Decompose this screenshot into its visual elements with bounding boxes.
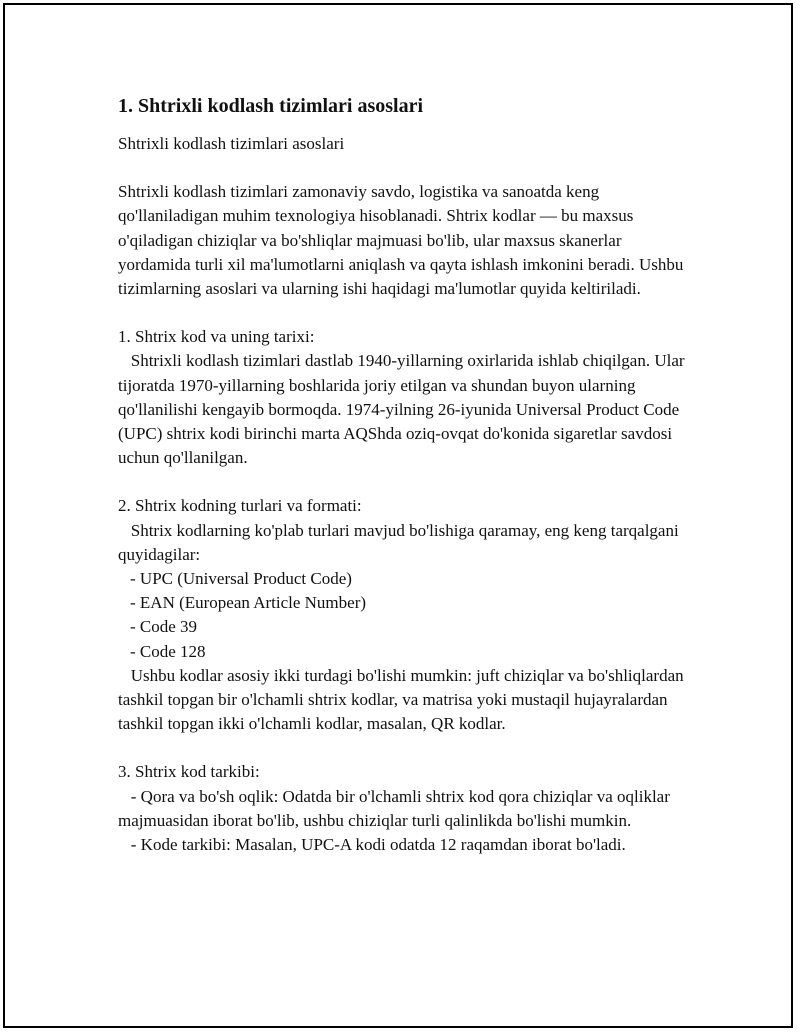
document-heading: 1. Shtrixli kodlash tizimlari asoslari xyxy=(118,95,424,117)
list-item: - Kode tarkibi: Masalan, UPC-A kodi odatda 12 raqamdan iborat bo'ladi. xyxy=(118,835,626,855)
section-history xyxy=(118,325,688,470)
list-item: - Code 39 xyxy=(130,617,198,637)
section-types xyxy=(118,494,688,736)
section-paragraph: Shtrixli kodlash tizimlari dastlab 1940-yillarning oxirlarida ishlab chiqilgan. Ular tijoratda 1970-yillarning boshlarida joriy etilgan va shundan buyon ularning qo'llanilishi kengayib bormoqda. 1974-yilning 26-iyunida Universal Product Code (UPC) shtrix kodi birinchi marta AQShda oziq-ovqat do'konida sigaretlar savdosi uchun qo'llanilgan. xyxy=(118,351,689,468)
section-title: 3. Shtrix kod tarkibi: xyxy=(118,762,260,782)
section-structure xyxy=(118,760,688,857)
list-item: - UPC (Universal Product Code) xyxy=(130,569,352,589)
document-body xyxy=(118,92,688,857)
document-subtitle: Shtrixli kodlash tizimlari asoslari xyxy=(118,134,345,153)
list-item: - Qora va bo'sh oqlik: Odatda bir o'lchamli shtrix kod qora chiziqlar va oqliklar majmuasidan iborat bo'lib, ushbu chiziqlar turli qalinlikda bo'lishi mumkin. xyxy=(118,786,675,830)
section-title: 1. Shtrix kod va uning tarixi: xyxy=(118,327,315,347)
list-item: - EAN (European Article Number) xyxy=(130,593,367,613)
list-item: - Code 128 xyxy=(130,641,206,661)
section-paragraph: Shtrix kodlarning ko'plab turlari mavjud bo'lishiga qaramay, eng keng tarqalgani quyidagilar: xyxy=(118,520,683,564)
section-title: 2. Shtrix kodning turlari va formati: xyxy=(118,496,362,516)
section-paragraph: Ushbu kodlar asosiy ikki turdagi bo'lishi mumkin: juft chiziqlar va bo'shliqlardan tashkil topgan bir o'lchamli shtrix kodlar, va matrisa yoki mustaqil hujayralardan tashkil topgan ikki o'lchamli kodlar, masalan, QR kodlar. xyxy=(118,665,688,734)
intro-paragraph: Shtrixli kodlash tizimlari zamonaviy savdo, logistika va sanoatda keng qo'llaniladigan muhim texnologiya hisoblanadi. Shtrix kodlar — bu maxsus o'qiladigan chiziqlar va bo'shliqlar majmuasi bo'lib, ular maxsus skanerlar yordamida turli xil ma'lumotlarni aniqlash va qayta ishlash imkonini beradi. Ushbu tizimlarning asoslari va ularning ishi haqidagi ma'lumotlar quyida keltiriladi. xyxy=(118,182,684,299)
